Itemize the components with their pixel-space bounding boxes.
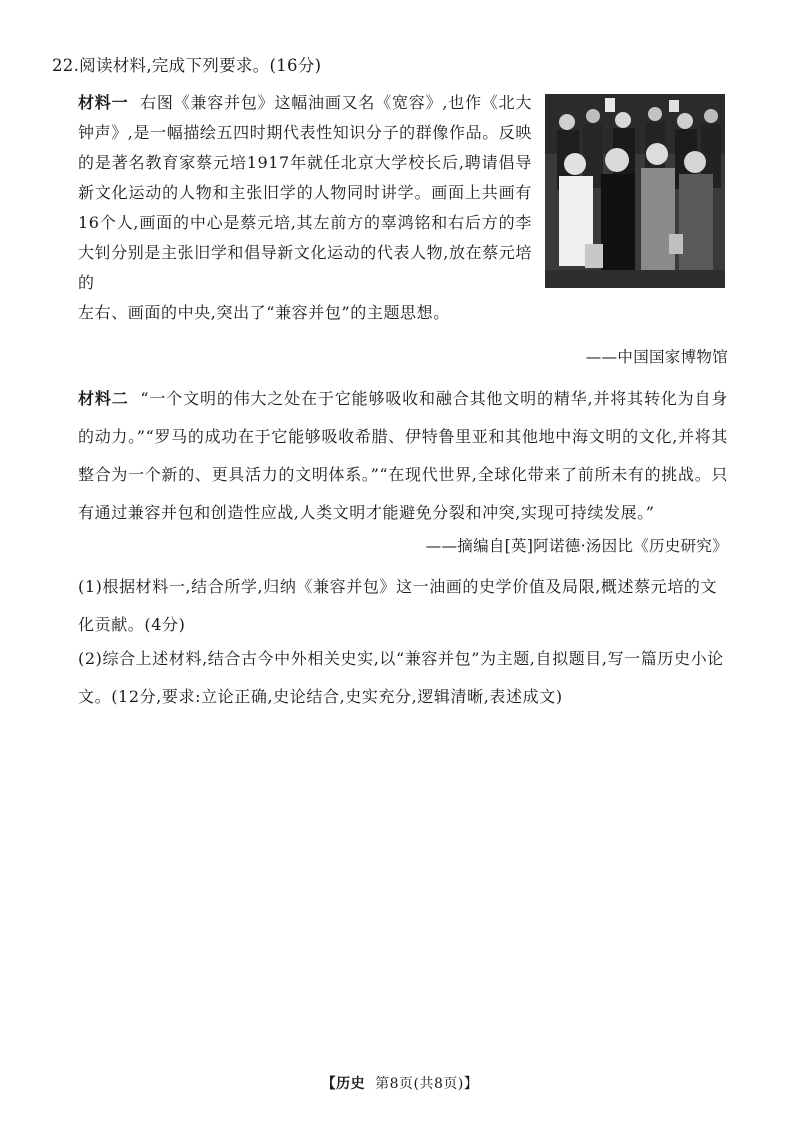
page-footer	[0, 1073, 800, 1093]
material1-label: 材料一	[78, 93, 129, 112]
material2-source: ——摘编自[英]阿诺德·汤因比《历史研究》	[425, 537, 728, 555]
material2-paragraph	[78, 380, 728, 532]
oil-painting-image	[545, 94, 725, 288]
question-title: 22.阅读材料,完成下列要求。(16分)	[52, 56, 322, 75]
material1-text: 右图《兼容并包》这幅油画又名《宽容》,也作《北大钟声》,是一幅描绘五四时期代表性知识分子的群像作品。反映的是著名教育家蔡元培1917年就任北京大学校长后,聘请倡导新文化运动的人物和主张旧学的人物同时讲学。画面上共画有16个人,画面的中心是蔡元培,其左前方的辜鸿铭和右后方的李大钊分别是主张旧学和倡导新文化运动的代表人物,放在蔡元培的	[78, 93, 532, 292]
material2-text: “一个文明的伟大之处在于它能够吸收和融合其他文明的精华,并将其转化为自身的动力。”“罗马的成功在于它能够吸收希腊、伊特鲁里亚和其他地中海文明的文化,并将其整合为一个新的、更具活力的文明体系。”“在现代世界,全球化带来了前所未有的挑战。只有通过兼容并包和创造性应战,人类文明才能避免分裂和冲突,实现可持续发展。”	[78, 389, 728, 522]
material1-tail: 左右、画面的中央,突出了“兼容并包”的主题思想。	[78, 303, 450, 322]
material1-source: ——中国国家博物馆	[585, 348, 728, 366]
footer-page: 第8页(共8页)】	[375, 1076, 479, 1092]
sub-question-1: (1)根据材料一,结合所学,归纳《兼容并包》这一油画的史学价值及局限,概述蔡元培的文化贡献。(4分)	[78, 577, 718, 634]
sub-question-2: (2)综合上述材料,结合古今中外相关史实,以“兼容并包”为主题,自拟题目,写一篇历史小论文。(12分,要求:立论正确,史论结合,史实充分,逻辑清晰,表述成文)	[78, 649, 724, 706]
material1-paragraph	[78, 88, 532, 298]
group-portrait-illustration	[545, 94, 725, 288]
material2-label: 材料二	[78, 389, 129, 408]
footer-subject: 【历史	[321, 1076, 366, 1092]
